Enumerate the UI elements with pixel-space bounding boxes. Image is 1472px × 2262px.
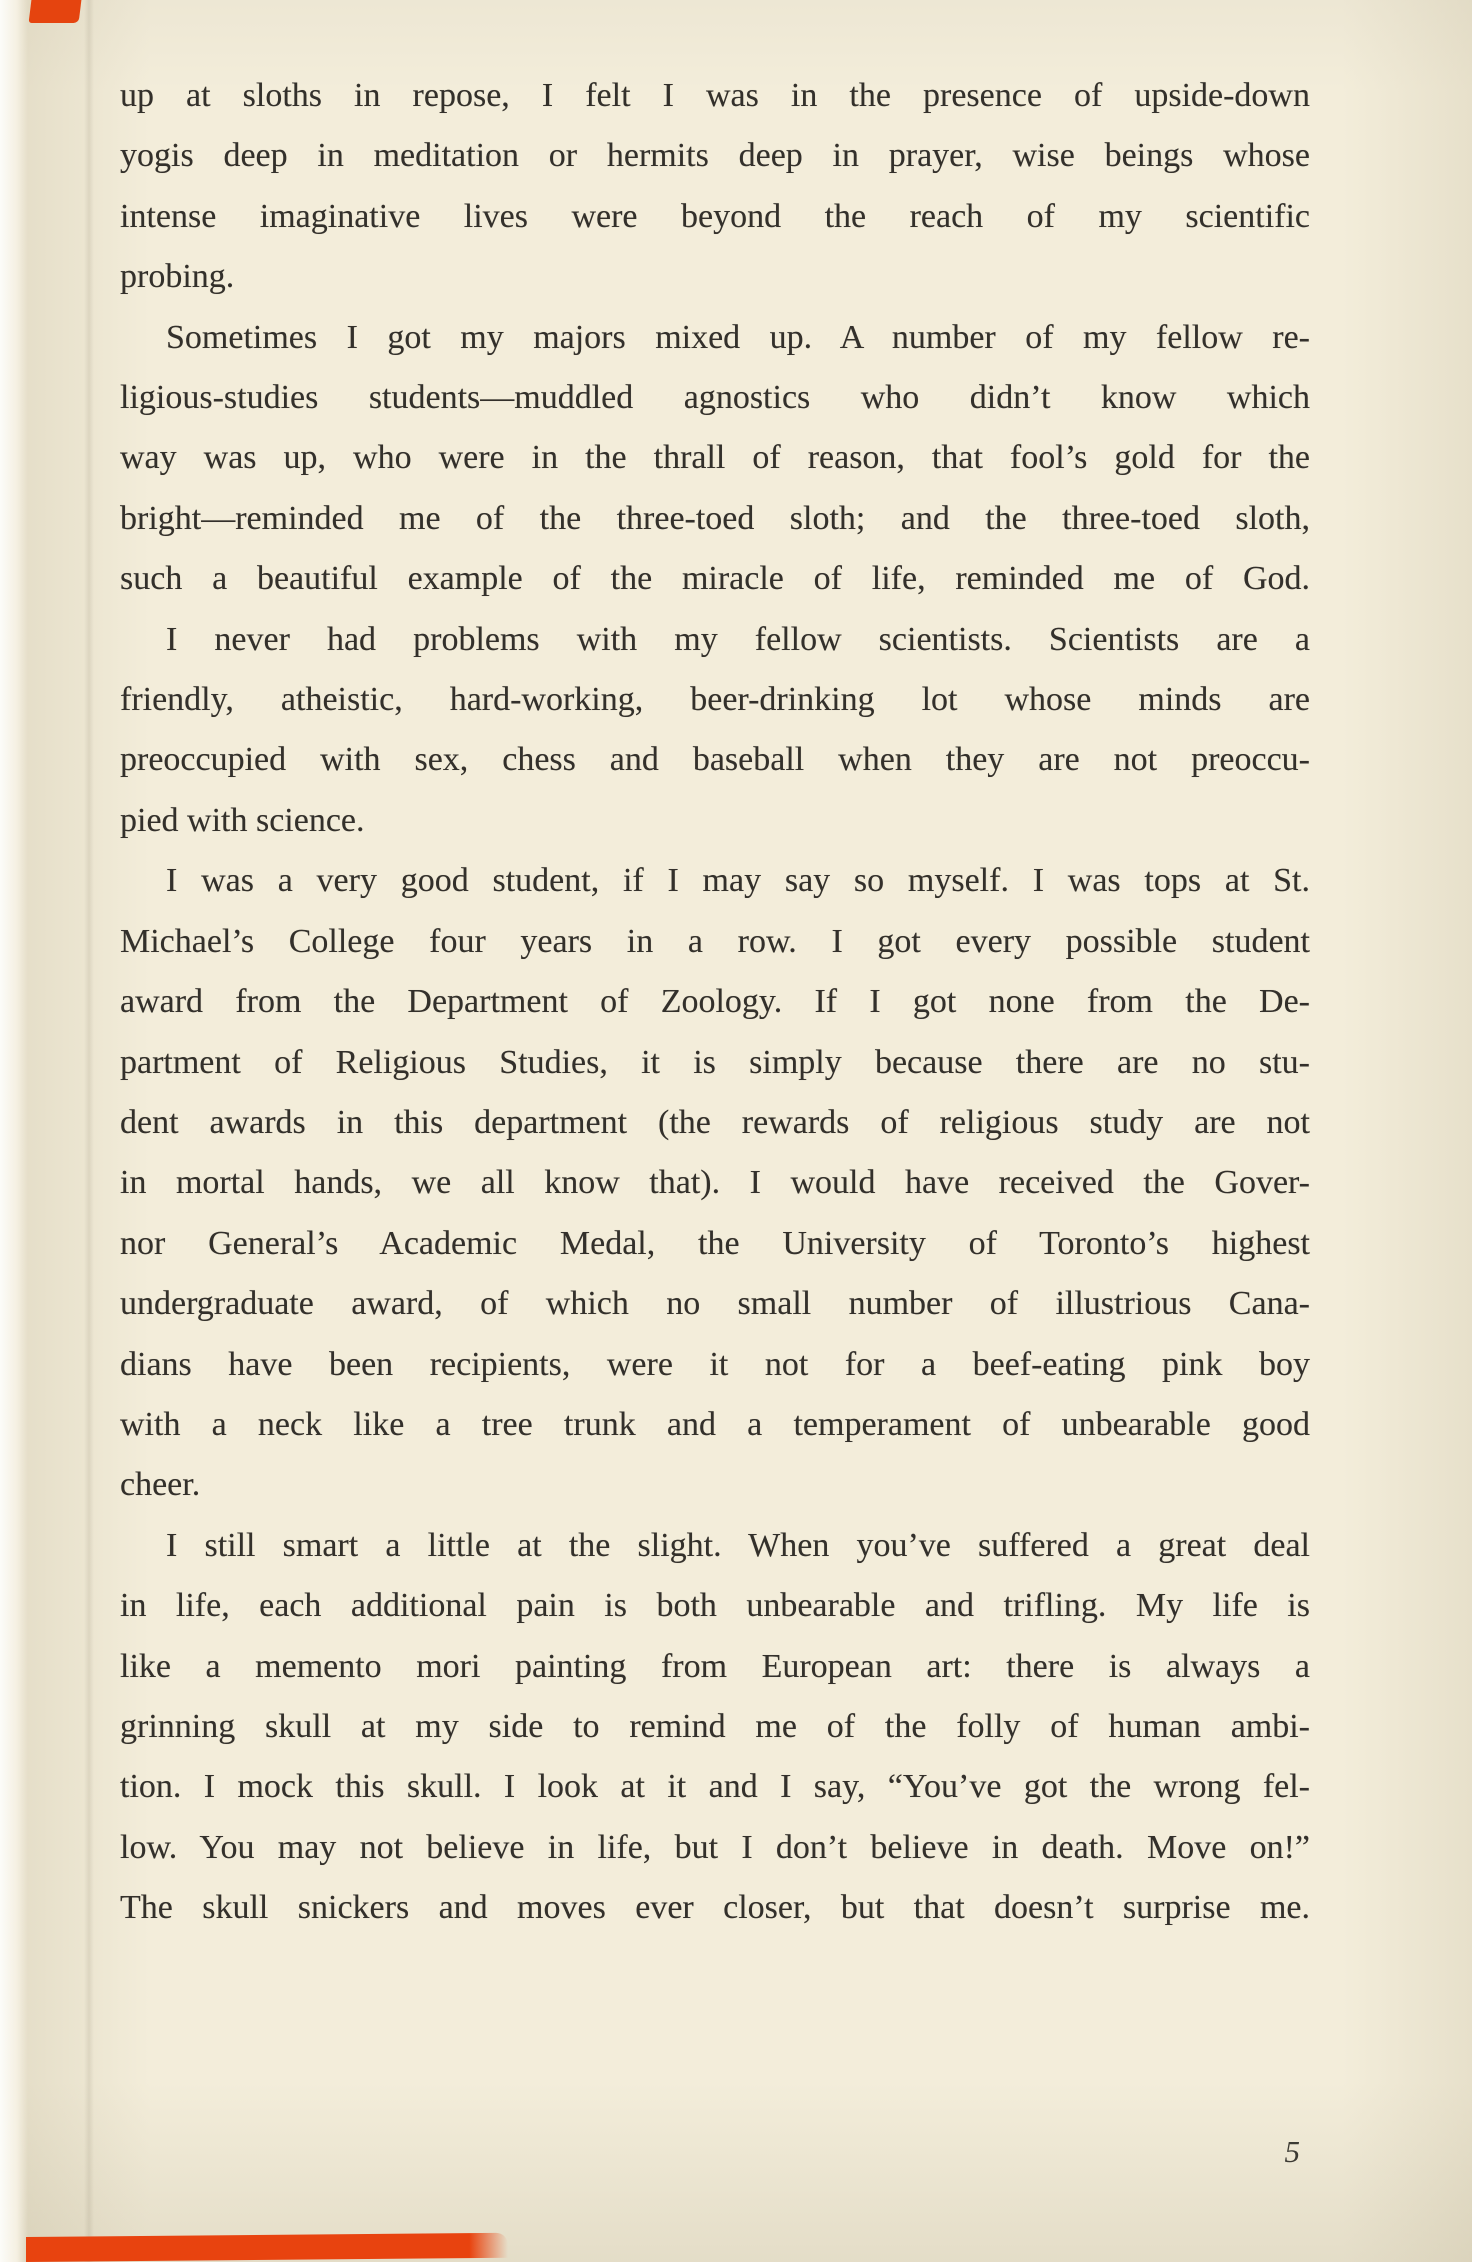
paragraph xyxy=(120,1516,1310,1939)
page-text xyxy=(120,66,1310,1939)
text-line: I never had problems with my fellow scientists. Scientists are a xyxy=(166,620,1310,658)
scan-left-edge xyxy=(0,0,28,2262)
text-line: tion. I mock this skull. I look at it and I say, “You’ve got the wrong fel- xyxy=(120,1768,1310,1806)
cover-edge-top-left xyxy=(29,0,82,23)
paragraph xyxy=(120,610,1310,852)
text-line: award from the Department of Zoology. If I got none from the De- xyxy=(120,983,1310,1021)
text-line: ligious-studies students—muddled agnostics who didn’t know which xyxy=(120,379,1310,417)
paragraph xyxy=(120,851,1310,1515)
text-line: like a memento mori painting from European art: there is always a xyxy=(120,1647,1310,1685)
text-line: in mortal hands, we all know that). I would have received the Gover- xyxy=(120,1164,1310,1202)
text-line: yogis deep in meditation or hermits deep in prayer, wise beings whose xyxy=(120,137,1310,175)
paragraph xyxy=(120,308,1310,610)
text-line: dians have been recipients, were it not for a beef-eating pink boy xyxy=(120,1345,1310,1383)
text-line: low. You may not believe in life, but I don’t believe in death. Move on!” xyxy=(120,1828,1310,1866)
text-line: The skull snickers and moves ever closer, but that doesn’t surprise me. xyxy=(120,1889,1310,1927)
text-line: way was up, who were in the thrall of reason, that fool’s gold for the xyxy=(120,439,1310,477)
text-line: I was a very good student, if I may say so myself. I was tops at St. xyxy=(166,862,1310,900)
text-line: up at sloths in repose, I felt I was in the presence of upside-down xyxy=(120,77,1310,114)
binding-crease xyxy=(84,0,94,2262)
text-line: probing. xyxy=(120,258,235,296)
text-line: undergraduate award, of which no small number of illustrious Cana- xyxy=(120,1285,1310,1323)
text-line: in life, each additional pain is both unbearable and trifling. My life is xyxy=(120,1587,1310,1625)
text-line: preoccupied with sex, chess and baseball when they are not preoccu- xyxy=(120,741,1310,779)
text-line: nor General’s Academic Medal, the University of Toronto’s highest xyxy=(120,1224,1310,1262)
cover-edge-bottom-left xyxy=(26,2233,508,2262)
text-line: bright—reminded me of the three-toed sloth; and the three-toed sloth, xyxy=(120,499,1310,537)
text-line: friendly, atheistic, hard-working, beer-drinking lot whose minds are xyxy=(120,681,1310,719)
text-line: grinning skull at my side to remind me of the folly of human ambi- xyxy=(120,1707,1310,1745)
text-line: with a neck like a tree trunk and a temperament of unbearable good xyxy=(120,1405,1310,1443)
text-line: cheer. xyxy=(120,1466,201,1504)
text-line: partment of Religious Studies, it is simply because there are no stu- xyxy=(120,1043,1310,1081)
text-line: dent awards in this department (the rewards of religious study are not xyxy=(120,1103,1310,1141)
paragraph xyxy=(120,66,1310,308)
text-line: I still smart a little at the slight. When you’ve suffered a great deal xyxy=(166,1526,1310,1564)
page-number: 5 xyxy=(1284,2134,1300,2169)
text-line: intense imaginative lives were beyond the reach of my scientific xyxy=(120,197,1310,235)
text-line: Sometimes I got my majors mixed up. A number of my fellow re- xyxy=(166,318,1310,356)
text-line: such a beautiful example of the miracle of life, reminded me of God. xyxy=(120,560,1310,598)
text-line: Michael’s College four years in a row. I got every possible student xyxy=(120,922,1310,960)
text-line: pied with science. xyxy=(120,801,365,839)
